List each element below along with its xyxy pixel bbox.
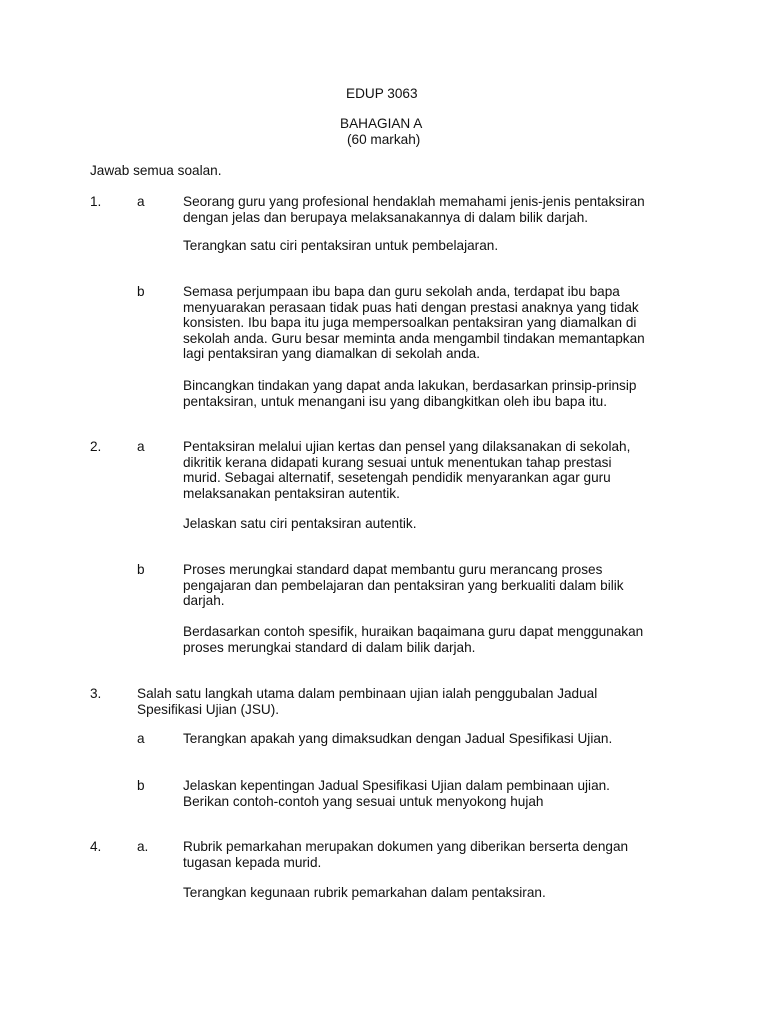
question-3b-label: b bbox=[137, 778, 145, 793]
section-marks: (60 markah) bbox=[347, 132, 421, 147]
question-2-number: 2. bbox=[90, 439, 102, 454]
question-3a-label: a bbox=[137, 731, 145, 746]
question-4a-task: Terangkan kegunaan rubrik pemarkahan dalam pentaksiran. bbox=[183, 885, 546, 900]
question-1-number: 1. bbox=[90, 194, 102, 209]
question-2b-label: b bbox=[137, 562, 145, 577]
question-1b-task: Bincangkan tindakan yang dapat anda lakukan, berdasarkan prinsip-prinsip pentaksiran, untuk menangani isu yang dibangkitkan oleh ibu bapa itu. bbox=[183, 378, 637, 409]
question-2b-text: Proses merungkai standard dapat membantu guru merancang proses pengajaran dan pembelajaran dan pentaksiran yang berkualiti dalam bilik darjah. bbox=[183, 562, 624, 609]
question-2a-text: Pentaksiran melalui ujian kertas dan pensel yang dilaksanakan di sekolah, dikritik kerana didapati kurang sesuai untuk menentukan tahap prestasi murid. Sebagai alternatif, sesetengah pendidik menyarankan agar guru melaksanakan pentaksiran autentik. bbox=[183, 439, 631, 501]
question-4a-text: Rubrik pemarkahan merupakan dokumen yang diberikan berserta dengan tugasan kepada murid. bbox=[183, 839, 629, 870]
question-2a-task: Jelaskan satu ciri pentaksiran autentik. bbox=[183, 516, 417, 531]
question-2a-label: a bbox=[137, 439, 145, 454]
question-3a-text: Terangkan apakah yang dimaksudkan dengan Jadual Spesifikasi Ujian. bbox=[183, 731, 613, 746]
question-1a-task: Terangkan satu ciri pentaksiran untuk pembelajaran. bbox=[183, 238, 499, 253]
question-3-stem: Salah satu langkah utama dalam pembinaan ujian ialah penggubalan Jadual Spesifikasi Ujian (JSU). bbox=[137, 686, 598, 717]
question-1a-text: Seorang guru yang profesional hendaklah memahami jenis-jenis pentaksiran dengan jelas dan berupaya melaksanakannya di dalam bilik darjah. bbox=[183, 194, 645, 225]
question-2b-task: Berdasarkan contoh spesifik, huraikan baqaimana guru dapat menggunakan proses merungkai standard di dalam bilik darjah. bbox=[183, 624, 644, 655]
course-code: EDUP 3063 bbox=[346, 86, 418, 101]
question-3-number: 3. bbox=[90, 686, 102, 701]
section-title: BAHAGIAN A bbox=[340, 116, 423, 131]
question-1a-label: a bbox=[137, 194, 145, 209]
instruction: Jawab semua soalan. bbox=[90, 163, 222, 178]
question-4a-label: a. bbox=[137, 839, 149, 854]
question-3b-text: Jelaskan kepentingan Jadual Spesifikasi Ujian dalam pembinaan ujian. Berikan contoh-contoh yang sesuai untuk menyokong hujah bbox=[183, 778, 610, 809]
question-4-number: 4. bbox=[90, 839, 102, 854]
question-1b-text: Semasa perjumpaan ibu bapa dan guru sekolah anda, terdapat ibu bapa menyuarakan perasaan tidak puas hati dengan prestasi anaknya yang tidak konsisten. Ibu bapa itu juga mempersoalkan pentaksiran yang diamalkan di sekolah anda. Guru besar meminta anda mengambil tindakan memantapkan lagi pentaksiran yang diamalkan di sekolah anda. bbox=[183, 284, 645, 362]
question-1b-label: b bbox=[137, 284, 145, 299]
